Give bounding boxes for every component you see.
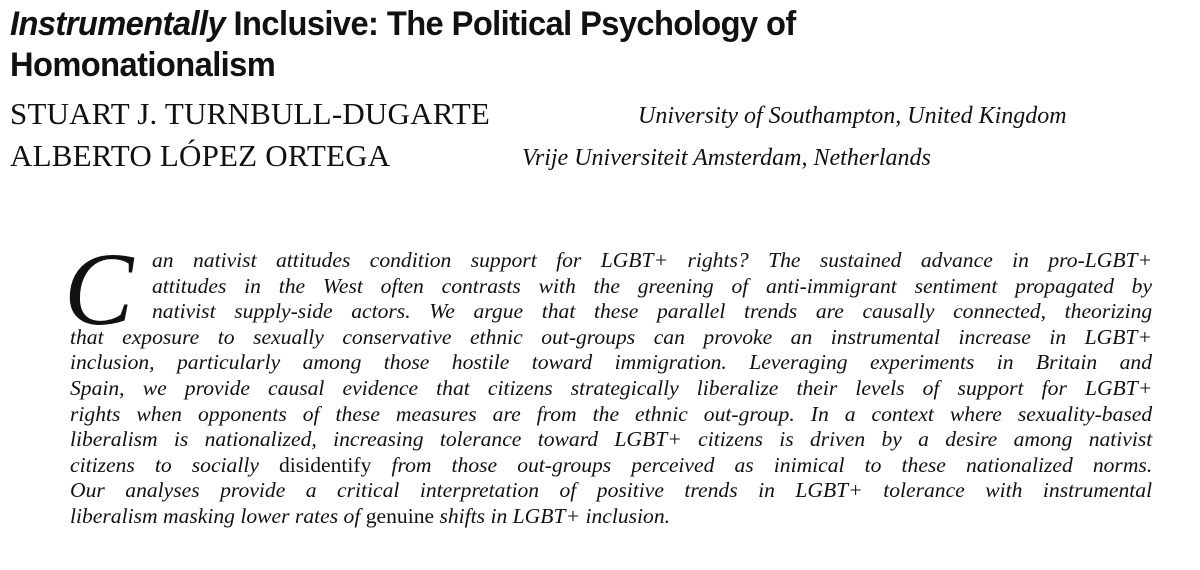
- abstract-dropcap: C: [64, 232, 134, 347]
- author-row-1: [10, 96, 1067, 132]
- abstract-roman-word: genuine: [365, 503, 435, 528]
- abstract-line-11: [70, 504, 1152, 530]
- abstract-text: from those out-groups perceived as inimical to these nationalized norms.: [371, 452, 1153, 477]
- abstract-line: an nativist attitudes condition support for LGBT+ rights? The sustained advance in pro-LGBT+: [152, 248, 1153, 272]
- abstract-line: Our analyses provide a critical interpretation of positive trends in LGBT+ tolerance with instrumental: [70, 478, 1153, 503]
- abstract-roman-word: disidentify: [279, 452, 372, 477]
- abstract-line: liberalism is nationalized, increasing tolerance toward LGBT+ citizens is driven by a desire among nativist: [70, 427, 1153, 452]
- author-name: ALBERTO LÓPEZ ORTEGA: [10, 138, 391, 173]
- abstract-line: that exposure to sexually conservative ethnic out-groups can provoke an instrumental increase in LGBT+: [70, 324, 1152, 349]
- title-emphasis: Instrumentally: [10, 5, 226, 43]
- paper-title-block: [10, 4, 1190, 86]
- title-line-2: Homonationalism: [10, 46, 276, 84]
- author-affiliation: University of Southampton, United Kingdom: [638, 103, 1067, 129]
- abstract-line-9: [70, 453, 1152, 479]
- title-rest: Inclusive: The Political Psychology of: [225, 5, 796, 43]
- abstract-text: citizens to socially: [70, 452, 279, 477]
- abstract-line: nativist supply-side actors. We argue that these parallel trends are causally connected, theorizing: [152, 299, 1153, 324]
- abstract-line: attitudes in the West often contrasts with the greening of anti-immigrant sentiment propagated by: [152, 273, 1153, 298]
- abstract-line: rights when opponents of these measures are from the ethnic out-group. In a context where sexuality-based: [70, 401, 1153, 426]
- author-row-2: [10, 138, 931, 174]
- author-name: STUART J. TURNBULL-DUGARTE: [10, 96, 490, 131]
- paper-title: [10, 4, 1143, 86]
- abstract-line: Spain, we provide causal evidence that citizens strategically liberalize their levels of support for LGBT+: [70, 375, 1153, 400]
- abstract-line: inclusion, particularly among those hostile toward immigration. Leveraging experiments in Britain and: [70, 350, 1152, 375]
- abstract: [64, 232, 1153, 530]
- abstract-text: shifts in LGBT+ inclusion.: [434, 503, 671, 528]
- author-affiliation: Vrije Universiteit Amsterdam, Netherlands: [522, 145, 931, 171]
- abstract-text: liberalism masking lower rates of: [70, 503, 366, 528]
